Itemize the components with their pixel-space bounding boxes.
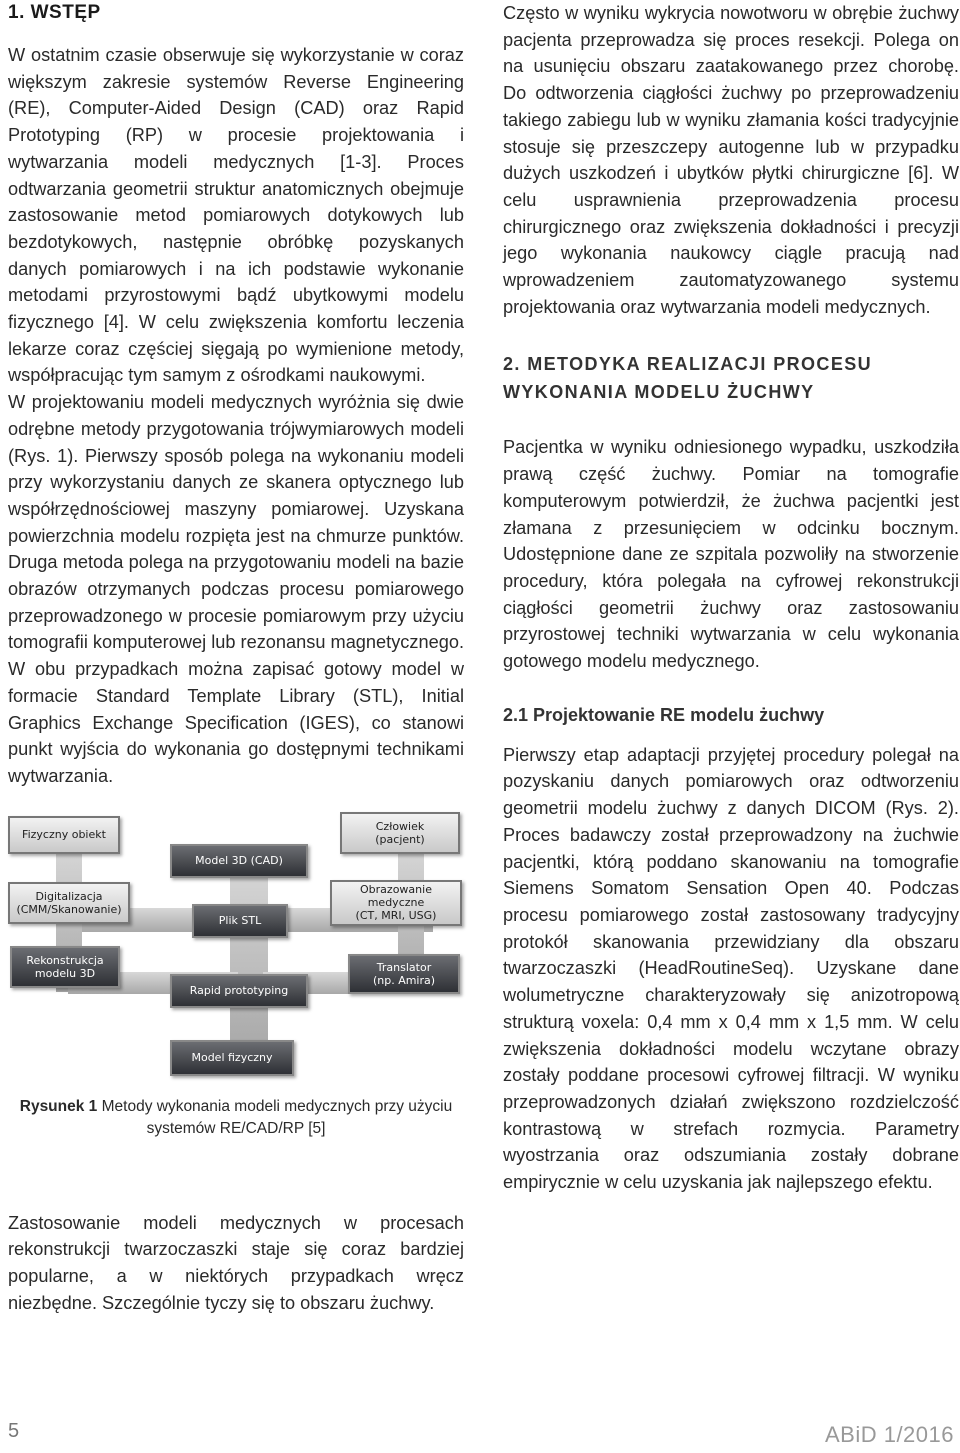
figure-1-caption [8, 1096, 464, 1140]
subsection-heading-re: 2.1 Projektowanie RE modelu żuchwy [503, 704, 825, 725]
right-column [503, 0, 959, 1196]
paragraph-right-1: Często w wyniku wykrycia nowotworu w obrębie żuchwy pacjenta przeprowadza się proces resekcji. Polega on na usunięciu obszaru zaatakowanego przez chorobę. Do odtworzenia ciągłości żuchwy po przeprowadzeniu takiego zabiegu lub w wyniku złamania kości tradycyjnie stosuje się przeszczepy autogenne lub w przypadku dużych uszkodzeń i ubytków płytki chirurgiczne [6]. W celu usprawnienia przeprowadzenia procesu chirurgicznego oraz zwiększenia dokładności i precyzji jego wykonania naukowcy ciągle pracują nad wprowadzeniem zautomatyzowanego systemu projektowania oraz wytwarzania modeli medycznych. [503, 3, 959, 317]
box-digitalizacja: Digitalizacja (CMM/Skanowanie) [8, 882, 130, 924]
box-rapid-prototyping: Rapid prototyping [170, 974, 308, 1008]
journal-label: ABiD 1/2016 [824, 1422, 954, 1447]
paragraph-intro-2: W projektowaniu modeli medycznych wyróżnia się dwie odrębne metody przygotowania trójwymiarowych modeli (Rys. 1). Pierwszy sposób polega na wykonaniu modeli przy wykorzystaniu danych ze skanera optycznego lub współrzędnościowej maszyny pomiarowej. Uzyskana powierzchnia modelu rozpięta jest na chmurze punktów. Druga metoda polega na przygotowaniu modeli na bazie obrazów otrzymanych podczas procesu pomiarowego przeprowadzonego w procesie pomiarowym przy użyciu tomografii komputerowej lub rezonansu magnetycznego. W obu przypadkach można zapisać gotowy model w formacie Standard Template Library (STL), Initial Graphics Exchange Specification (IGES), co stanowi punkt wyjścia do wykonania go dostępnymi technikami wytwarzania. [8, 392, 464, 786]
paragraph-intro-3: Zastosowanie modeli medycznych w procesach rekonstrukcji twarzoczaszki staje się coraz bardziej popularne, a w niektórych przypadkach wręcz niezbędne. Szczególnie tyczy się to obszaru żuchwy. [8, 1212, 464, 1313]
page-number: 5 [8, 1420, 20, 1442]
figure-1-label: Rysunek 1 [19, 1097, 98, 1115]
box-model-fizyczny: Model fizyczny [170, 1040, 294, 1076]
box-plik-stl: Plik STL [192, 904, 288, 938]
box-fizyczny-obiekt: Fizyczny obiekt [8, 816, 120, 854]
left-column [8, 0, 464, 1317]
box-model-3d-cad: Model 3D (CAD) [170, 844, 308, 878]
section-heading-methodology: 2. METODYKA REALIZACJI PROCESU WYKONANIA MODELU ŻUCHWY [503, 354, 873, 403]
section-heading-intro: 1. WSTĘP [8, 2, 101, 23]
paragraph-intro-1: W ostatnim czasie obserwuje się wykorzystanie w coraz większym zakresie systemów Reverse Engineering (RE), Computer-Aided Design (CAD) oraz Rapid Prototyping (RP) w procesie projektowania i wytwarzania modeli medycznych [1-3]. Proces odtwarzania geometrii struktur anatomicznych obejmuje zastosowanie metod pomiarowych dotykowych lub bezdotykowych, następnie obróbkę pozyskanych danych pomiarowych i na ich podstawie wykonanie metodami przyrostowymi bądź ubytkowymi modelu fizycznego [4]. W celu zwiększenia komfortu leczenia lekarze coraz częściej sięgają po wymienione metody, współpracując tym samym z ośrodkami naukowymi. [8, 45, 464, 386]
figure-1-caption-text: Metody wykonania modeli medycznych przy użyciu systemów RE/CAD/RP [5] [101, 1097, 453, 1137]
connector-vertical-main [230, 862, 268, 1052]
paragraph-right-2: Pacjentka w wyniku odniesionego wypadku, uszkodziła prawą część żuchwy. Pomiar na tomografie komputerowym potwierdził, że żuchwa pacjentki jest złamana z przesunięciem w odcinku bocznym. Udostępnione dane ze szpitala pozwoliły na stworzenie procedury, która polegała na cyfrowej rekonstrukcji ciągłości geometrii żuchwy oraz zastosowaniu przyrostowej techniki wytwarzania w celu wykonania gotowego modelu medycznego. [503, 437, 959, 672]
box-translator: Translator (np. Amira) [348, 954, 460, 994]
box-rekonstrukcja: Rekonstrukcja modelu 3D [10, 946, 120, 988]
figure-1-diagram [8, 812, 458, 1080]
box-obrazowanie-medyczne: Obrazowanie medyczne (CT, MRI, USG) [330, 880, 462, 926]
box-czlowiek: Człowiek (pacjent) [340, 812, 460, 854]
paragraph-right-3: Pierwszy etap adaptacji przyjętej procedury polegał na pozyskaniu danych pomiarowych oraz odtworzeniu geometrii modelu żuchwy z danych DICOM (Rys. 2). Proces badawczy został przeprowadzony na żuchwie pacjentki, którą poddano skanowaniu na tomografie Siemens Somatom Sensation Open 40. Podczas procesu pomiarowego został zastosowany tradycyjny protokół skanowania przewidziany dla obszaru twarzoczaszki (HeadRoutineSeq). Uzyskane dane wolumetryczne charakteryzowały się anizotropową strukturą voxela: 0,4 mm x 0,4 mm x 1,5 mm. W celu zwiększenia dokładności modelu wczytane obrazy zostały poddane procesowi cyfrowej filtracji. W wyniku przeprowadzonych działań zwiększono rozdzielczość kontrastową w strefach rozmycia. Parametry wyostrzania oraz odszumiania zostały dobrane empirycznie w celu uzyskania jak najlepszego efektu. [503, 744, 959, 1193]
